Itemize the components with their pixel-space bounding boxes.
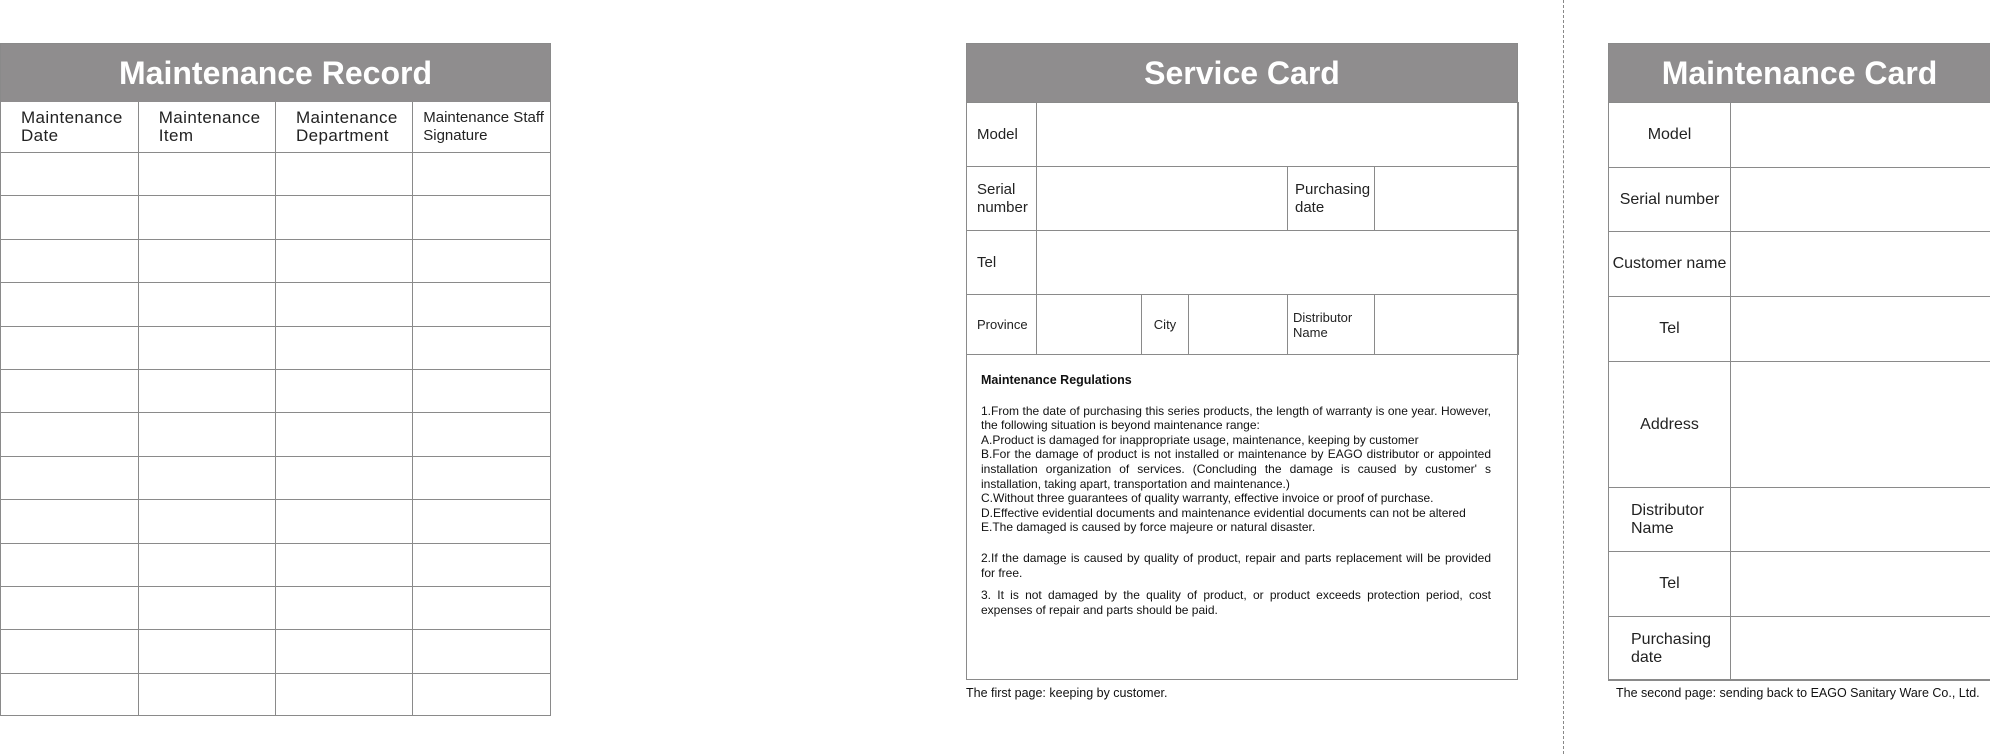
serial-row <box>967 167 1519 231</box>
record-cell[interactable] <box>138 413 275 456</box>
record-cell[interactable] <box>1 456 138 499</box>
maintenance-record-form <box>0 43 551 716</box>
city-label: City <box>1142 295 1189 355</box>
record-cell[interactable] <box>413 153 550 196</box>
maintenance-card-title: Maintenance Card <box>1609 44 1990 102</box>
service-card-form <box>966 43 1518 680</box>
record-cell[interactable] <box>138 239 275 282</box>
col-maintenance-department: Maintenance Department <box>276 102 413 153</box>
table-row <box>1 586 550 629</box>
record-cell[interactable] <box>1 543 138 586</box>
regulation-e: E.The damaged is caused by force majeure or natural disaster. <box>981 520 1316 535</box>
record-cell[interactable] <box>413 586 550 629</box>
mcard-distributor-name-label: Distributor Name <box>1609 488 1731 552</box>
mcard-distributor-name-input[interactable] <box>1731 488 1990 552</box>
record-cell[interactable] <box>138 369 275 412</box>
table-row <box>1 326 550 369</box>
record-cell[interactable] <box>138 500 275 543</box>
service-card-fields <box>966 102 1519 355</box>
record-cell[interactable] <box>1 586 138 629</box>
record-title: Maintenance Record <box>1 44 550 102</box>
record-cell[interactable] <box>138 196 275 239</box>
record-cell[interactable] <box>1 196 138 239</box>
city-input[interactable] <box>1189 295 1288 355</box>
model-label: Model <box>967 103 1037 167</box>
regulations-title: Maintenance Regulations <box>981 373 1132 387</box>
col-maintenance-date: Maintenance Date <box>1 102 138 153</box>
record-cell[interactable] <box>276 673 413 716</box>
table-row <box>1 543 550 586</box>
regulation-2: 2.If the damage is caused by quality of product, repair and parts replacement will be provided for free. <box>981 550 1491 580</box>
province-label: Province <box>967 295 1037 355</box>
tel-input[interactable] <box>1037 231 1519 295</box>
record-cell[interactable] <box>138 326 275 369</box>
mcard-row <box>1609 617 1990 681</box>
mcard-tel2-input[interactable] <box>1731 552 1990 617</box>
record-cell[interactable] <box>413 283 550 326</box>
serial-number-input[interactable] <box>1037 167 1288 231</box>
record-cell[interactable] <box>276 413 413 456</box>
table-row <box>1 283 550 326</box>
model-row <box>967 103 1519 167</box>
purchasing-date-label: Purchasing date <box>1288 167 1375 231</box>
record-cell[interactable] <box>1 369 138 412</box>
record-cell[interactable] <box>1 153 138 196</box>
mcard-serial-label: Serial number <box>1609 168 1731 232</box>
record-cell[interactable] <box>276 630 413 673</box>
mcard-customer-name-input[interactable] <box>1731 232 1990 297</box>
mcard-customer-name-label: Customer name <box>1609 232 1731 297</box>
record-cell[interactable] <box>413 456 550 499</box>
maintenance-regulations <box>967 354 1517 679</box>
record-cell[interactable] <box>276 326 413 369</box>
record-cell[interactable] <box>138 153 275 196</box>
second-page-caption: The second page: sending back to EAGO Sanitary Ware Co., Ltd. <box>1616 686 1980 700</box>
mcard-tel-label: Tel <box>1609 297 1731 362</box>
first-page-caption: The first page: keeping by customer. <box>966 686 1168 700</box>
record-cell[interactable] <box>413 196 550 239</box>
record-cell[interactable] <box>1 673 138 716</box>
regulation-c: C.Without three guarantees of quality warranty, effective invoice or proof of purchase. <box>981 491 1434 506</box>
record-cell[interactable] <box>276 369 413 412</box>
mcard-tel-input[interactable] <box>1731 297 1990 362</box>
record-cell[interactable] <box>1 326 138 369</box>
record-cell[interactable] <box>413 369 550 412</box>
record-cell[interactable] <box>1 413 138 456</box>
tel-label: Tel <box>967 231 1037 295</box>
record-cell[interactable] <box>276 500 413 543</box>
service-card-title: Service Card <box>967 44 1517 102</box>
record-cell[interactable] <box>276 456 413 499</box>
distributor-name-input[interactable] <box>1375 295 1519 355</box>
tel-row <box>967 231 1519 295</box>
mcard-row <box>1609 488 1990 552</box>
table-row <box>1 239 550 282</box>
mcard-tel2-label: Tel <box>1609 552 1731 617</box>
table-row <box>1 196 550 239</box>
record-cell[interactable] <box>138 586 275 629</box>
table-row <box>1 673 550 716</box>
mcard-model-input[interactable] <box>1731 103 1990 168</box>
record-cell[interactable] <box>138 543 275 586</box>
mcard-serial-input[interactable] <box>1731 168 1990 232</box>
mcard-row <box>1609 552 1990 617</box>
col-maintenance-item: Maintenance Item <box>138 102 275 153</box>
mcard-row <box>1609 232 1990 297</box>
record-cell[interactable] <box>138 630 275 673</box>
mcard-row <box>1609 297 1990 362</box>
record-cell[interactable] <box>413 326 550 369</box>
mcard-address-input[interactable] <box>1731 362 1990 488</box>
table-row <box>1 500 550 543</box>
maintenance-card-fields <box>1608 102 1990 681</box>
province-input[interactable] <box>1037 295 1142 355</box>
record-cell[interactable] <box>138 673 275 716</box>
regulation-1: 1.From the date of purchasing this series products, the length of warranty is one year. However, the following situation is beyond maintenance range: <box>981 403 1491 433</box>
table-row <box>1 630 550 673</box>
record-header-row <box>1 102 550 153</box>
regulation-3: 3. It is not damaged by the quality of product, or product exceeds protection period, cost expenses of repair and parts should be paid. <box>981 588 1491 617</box>
table-row <box>1 153 550 196</box>
record-table <box>1 102 550 716</box>
table-row <box>1 413 550 456</box>
mcard-row <box>1609 103 1990 168</box>
mcard-model-label: Model <box>1609 103 1731 168</box>
record-cell[interactable] <box>413 239 550 282</box>
record-cell[interactable] <box>276 586 413 629</box>
record-cell[interactable] <box>276 196 413 239</box>
record-cell[interactable] <box>413 543 550 586</box>
purchasing-date-input[interactable] <box>1375 167 1519 231</box>
regulation-a: A.Product is damaged for inappropriate usage, maintenance, keeping by customer <box>981 432 1419 447</box>
record-cell[interactable] <box>276 153 413 196</box>
col-staff-signature: Maintenance Staff Signature <box>413 102 550 153</box>
record-cell[interactable] <box>413 673 550 716</box>
record-cell[interactable] <box>1 239 138 282</box>
location-row <box>967 295 1519 355</box>
maintenance-card-form <box>1608 43 1990 680</box>
mcard-address-label: Address <box>1609 362 1731 488</box>
table-row <box>1 369 550 412</box>
record-cell[interactable] <box>1 630 138 673</box>
table-row <box>1 456 550 499</box>
record-cell[interactable] <box>276 283 413 326</box>
mcard-purchasing-date-input[interactable] <box>1731 617 1990 681</box>
model-input[interactable] <box>1037 103 1519 167</box>
record-cell[interactable] <box>413 630 550 673</box>
record-cell[interactable] <box>138 283 275 326</box>
record-cell[interactable] <box>138 456 275 499</box>
distributor-name-label: Distributor Name <box>1288 295 1375 355</box>
mcard-purchasing-date-label: Purchasing date <box>1609 617 1731 681</box>
record-cell[interactable] <box>413 500 550 543</box>
mcard-row <box>1609 168 1990 232</box>
serial-number-label: Serial number <box>967 167 1037 231</box>
record-cell[interactable] <box>276 239 413 282</box>
record-cell[interactable] <box>1 283 138 326</box>
record-cell[interactable] <box>413 413 550 456</box>
record-cell[interactable] <box>1 500 138 543</box>
cut-line-divider <box>1563 0 1564 754</box>
record-cell[interactable] <box>276 543 413 586</box>
regulation-b: B.For the damage of product is not installed or maintenance by EAGO distributor or appointed installation organization of services. (Concluding the damage is caused by customer' s installation, taking apart, transportation and maintenance.) <box>981 447 1491 491</box>
mcard-row <box>1609 362 1990 488</box>
regulation-d: D.Effective evidential documents and maintenance evidential documents can not be altered <box>981 505 1466 520</box>
